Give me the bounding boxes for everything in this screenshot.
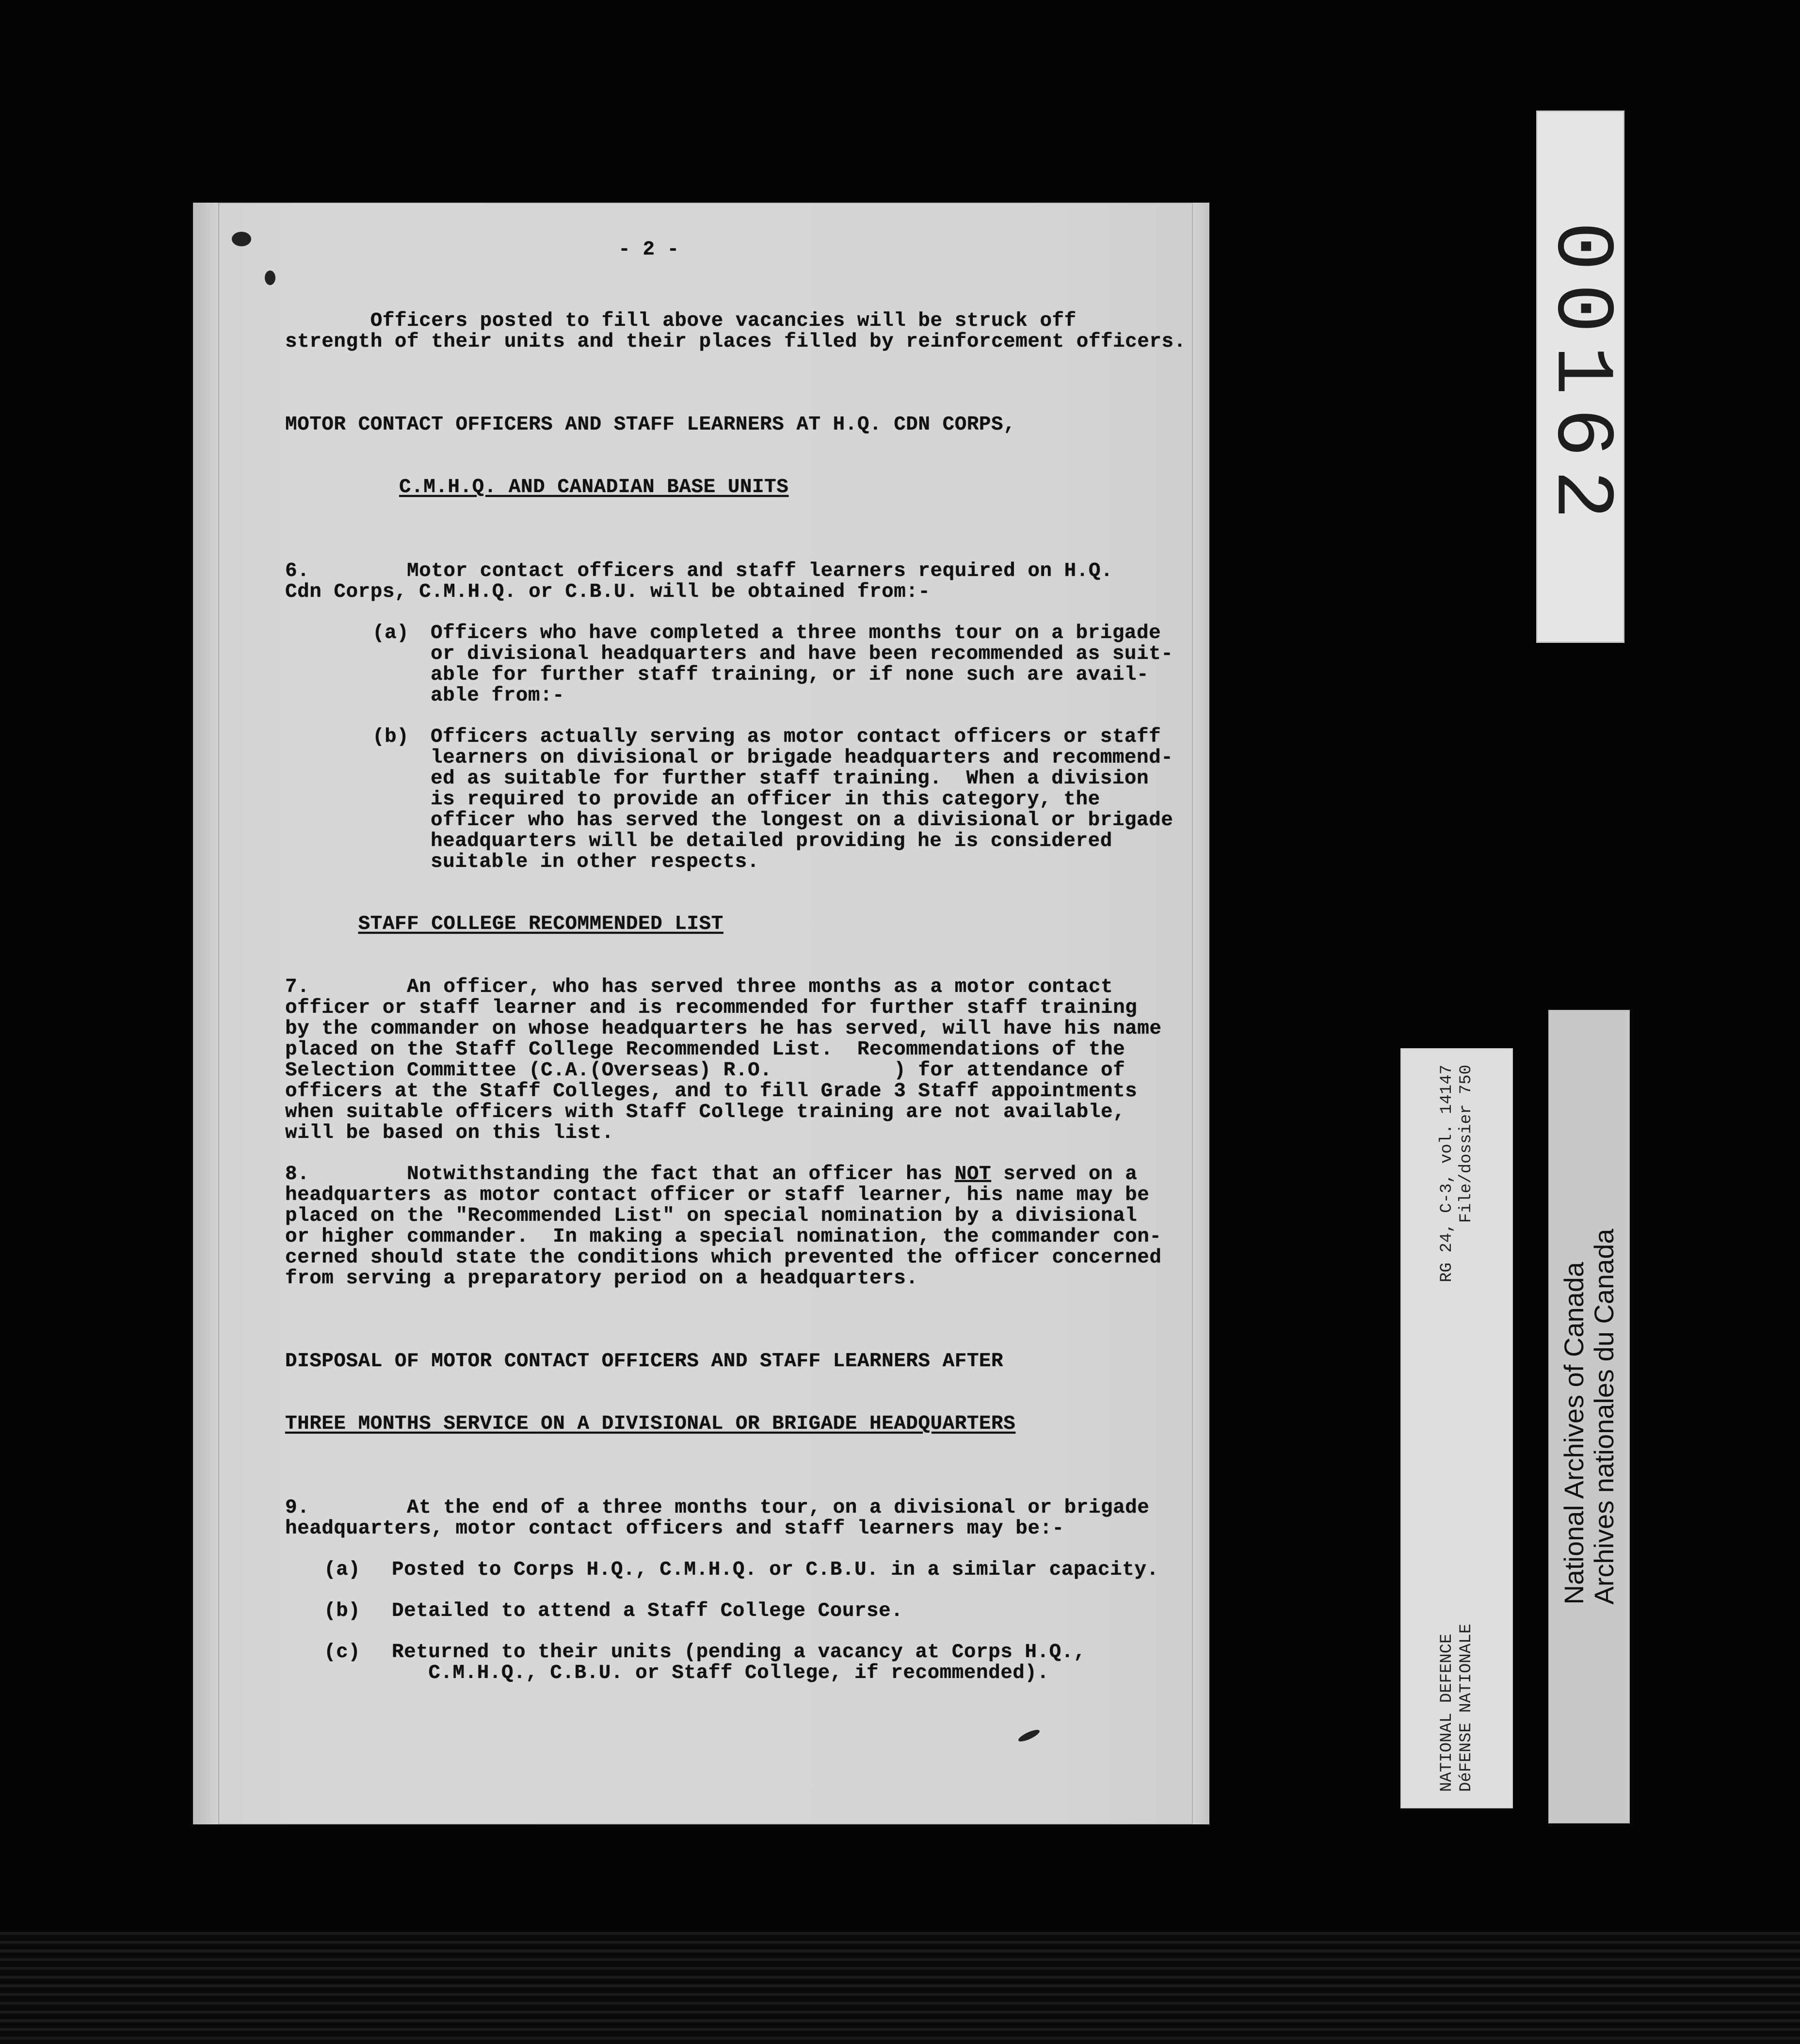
paragraph-9b bbox=[285, 1601, 1202, 1622]
page-number: - 2 - bbox=[618, 239, 679, 261]
heading-line-underlined: THREE MONTHS SERVICE ON A DIVISIONAL OR BRIGADE HEADQUARTERS bbox=[285, 1413, 1016, 1435]
label-text: RG 24, C-3, vol. 14147 bbox=[1438, 1065, 1456, 1282]
page-fold bbox=[193, 203, 219, 1824]
heading-line-underlined: STAFF COLLEGE RECOMMENDED LIST bbox=[358, 913, 723, 935]
paragraph-7: 7. An officer, who has served three months as a motor contact officer or staff learner and is recommended for further staff training by the commander on whose headquarters he has served, will have his name placed on the Staff College Recommended List. Recommendations of the Selection Committee (C.A.(Overseas) R.O. ) for attendance of officers at the Staff Colleges, and to fill Grade 3 Staff appointments when suitable officers with Staff College training are not available, will be based on this list. bbox=[285, 976, 1162, 1144]
label-text: Archives nationales du Canada bbox=[1589, 1229, 1619, 1605]
paragraph-9a bbox=[285, 1560, 1202, 1581]
microfilm-edge bbox=[0, 1932, 1800, 2044]
ink-blot bbox=[265, 271, 275, 285]
label-text: File/dossier 750 bbox=[1457, 1065, 1476, 1223]
heading-line: DISPOSAL OF MOTOR CONTACT OFFICERS AND STAFF LEARNERS AFTER bbox=[285, 1350, 1004, 1373]
item-text: Detailed to attend a Staff College Course. bbox=[392, 1600, 903, 1622]
item-text: Returned to their units (pending a vacancy at Corps H.Q., C.M.H.Q., C.B.U. or Staff College, if recommended). bbox=[392, 1641, 1086, 1684]
paragraph-9: 9. At the end of a three months tour, on a divisional or brigade headquarters, motor contact officers and staff learners may be:- bbox=[285, 1497, 1150, 1540]
ink-blot bbox=[232, 232, 251, 246]
item-mark: (b) bbox=[324, 1600, 361, 1622]
item-mark: (a) bbox=[324, 1559, 361, 1581]
item-mark: (a) bbox=[372, 622, 409, 644]
heading-staff-college bbox=[285, 893, 1202, 956]
heading-line bbox=[285, 1414, 1202, 1435]
national-defence-label bbox=[1400, 1048, 1513, 1808]
paragraph-6a bbox=[285, 623, 1202, 706]
item-text: Officers actually serving as motor contact officers or staff learners on divisional or brigade headquarters and recommend- ed as suitable for further staff training. When a division is required to provide an officer in this category, the officer who has served the longest on a divisional or brigade headquarters will be detailed providing he is considered suitable in other respects. bbox=[431, 726, 1173, 873]
label-text: DéFENSE NATIONALE bbox=[1457, 1624, 1476, 1792]
paragraph-8 bbox=[285, 1164, 1202, 1289]
item-mark: (c) bbox=[324, 1641, 361, 1663]
label-row bbox=[1437, 1065, 1457, 1792]
heading-line: MOTOR CONTACT OFFICERS AND STAFF LEARNERS AT H.Q. CDN CORPS, bbox=[285, 414, 1016, 436]
document-text bbox=[285, 240, 1202, 1704]
intro-paragraph: Officers posted to fill above vacancies will be struck off strength of their units and their places filled by reinforcement officers. bbox=[285, 310, 1186, 353]
ink-blot bbox=[1017, 1728, 1041, 1744]
item-text: Posted to Corps H.Q., C.M.H.Q. or C.B.U. in a similar capacity. bbox=[392, 1559, 1159, 1581]
heading-motor-contact bbox=[285, 373, 1202, 540]
label-row bbox=[1457, 1065, 1476, 1792]
label-text: National Archives of Canada bbox=[1559, 1262, 1589, 1605]
heading-line-underlined: C.M.H.Q. AND CANADIAN BASE UNITS bbox=[399, 476, 789, 498]
heading-line bbox=[285, 477, 1202, 498]
frame-number: 00162 bbox=[1533, 221, 1627, 532]
label-text: NATIONAL DEFENCE bbox=[1438, 1633, 1456, 1792]
paragraph-9c bbox=[285, 1642, 1202, 1684]
national-archives-text bbox=[1559, 1229, 1619, 1604]
paragraph-6: 6. Motor contact officers and staff learners required on H.Q. Cdn Corps, C.M.H.Q. or C.B.U. will be obtained from:- bbox=[285, 560, 1113, 603]
emphasis-not: NOT bbox=[954, 1163, 992, 1185]
national-defence-text bbox=[1437, 1065, 1476, 1792]
document-page bbox=[193, 203, 1209, 1824]
item-mark: (b) bbox=[372, 726, 409, 748]
paragraph-text: served on a headquarters as motor contact officer or staff learner, his name may be placed on the "Recommended List" on special nomination by a divisional or higher commander. In making a special nomination, the commander con- cerned should state the conditions which prevented the officer concerned from serving a preparatory period on a headquarters. bbox=[285, 1163, 1162, 1290]
heading-disposal bbox=[285, 1309, 1202, 1476]
item-text: Officers who have completed a three months tour on a brigade or divisional headquarters and have been recommended as suit- able for further staff training, or if none such are avail- able from:- bbox=[431, 622, 1173, 707]
paragraph-text: 8. Notwithstanding the fact that an officer has bbox=[285, 1163, 955, 1185]
national-archives-label bbox=[1548, 1010, 1630, 1823]
paragraph-6b bbox=[285, 727, 1202, 873]
frame-number-label bbox=[1533, 111, 1627, 643]
